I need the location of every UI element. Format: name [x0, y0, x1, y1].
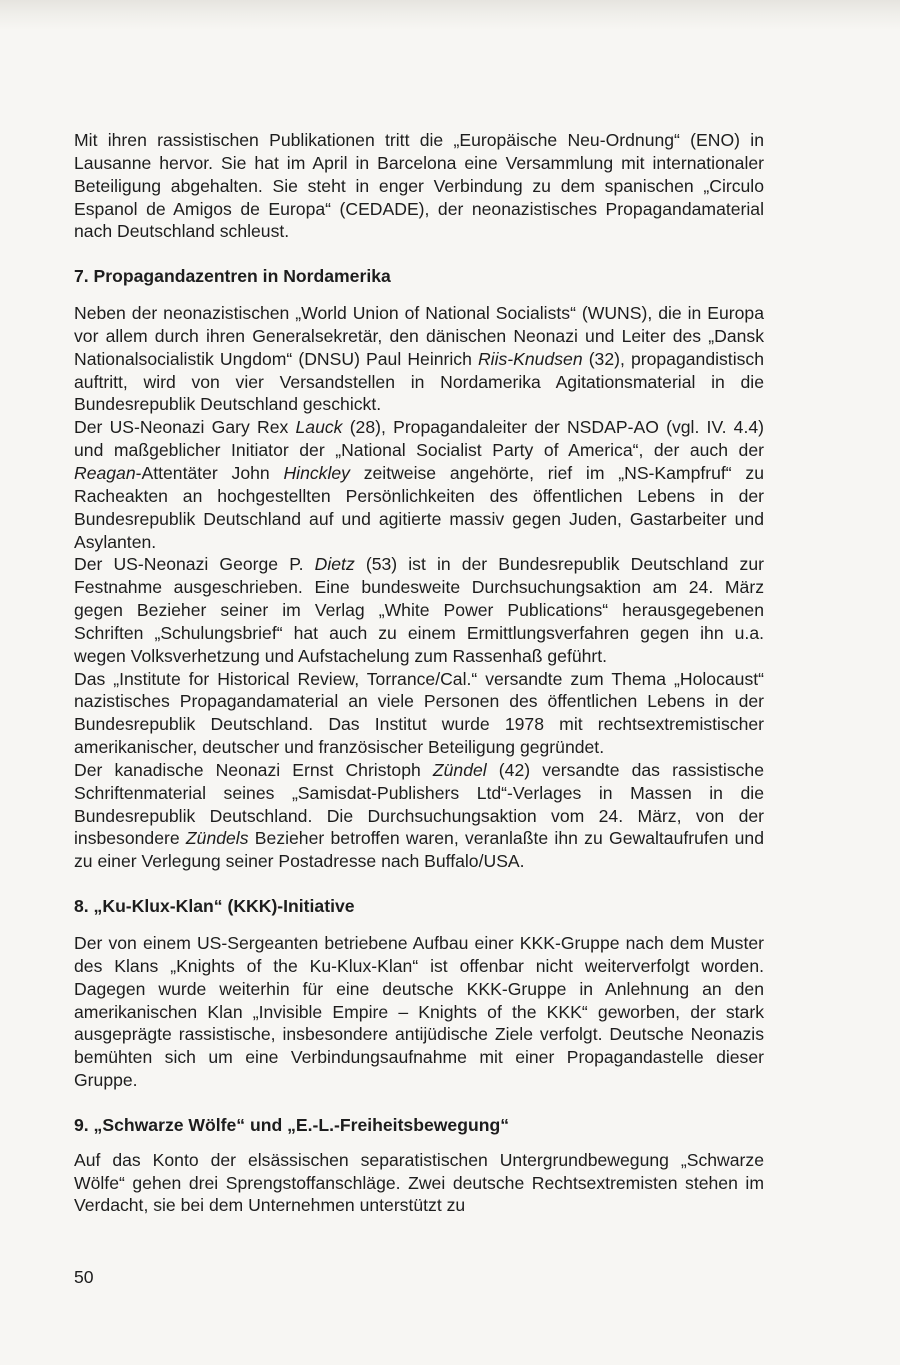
text-run: Der US-Neonazi George P. — [74, 554, 315, 575]
person-name: Zündel — [432, 759, 487, 780]
paragraph-kkk: Der von einem US-Sergeanten betriebene Aufbau einer KKK-Gruppe nach dem Muster des Klans „Knights of the Ku-Klux-Klan“ ist offenbar nicht weiterverfolgt worden. Dagegen wurde weiterhin für eine deutsche KKK-Gruppe in Anlehnung an den amerikanischen Klan „Invisible Empire – Knights of the KKK“ geworben, der stark ausgeprägte rassistische, insbesondere antijüdische Ziele verfolgt. Deutsche Neonazis bemühten sich um eine Verbindungsaufnahme mit einer Propagandastelle dieser Gruppe. — [74, 933, 764, 1091]
text-run: -Attentäter John — [135, 462, 284, 483]
paragraph-lauck — [74, 416, 764, 553]
text-run: Neben der neonazistischen „World Union of National Socialists“ (WUNS), die in Europa vor allem durch ihren Generalsekretär, den dänischen Neonazi und Leiter des „Dansk Nationalsocialistik Ungdom“ (DNSU) Paul Heinrich — [74, 303, 764, 369]
text-run: (53) ist in der Bundesrepublik Deutschland zur Festnahme ausgeschrieben. Eine bundesweite Durchsuchungsaktion am 24. März gegen Bezieher seiner im Verlag „White Power Publications“ herausgegebenen Schriften „Schulungsbrief“ hat auch zu einem Ermittlungsverfahren gegen ihn u.a. wegen Volksverhetzung und Aufstachelung zum Rassenhaß geführt. — [74, 554, 765, 666]
text-run: Der kanadische Neonazi Ernst Christoph — [74, 759, 433, 780]
intro-paragraph: Mit ihren rassistischen Publikationen tritt die „Europäische Neu-Ordnung“ (ENO) in Lausanne hervor. Sie hat im April in Barcelona eine Versammlung mit internationaler Beteiligung abgehalten. Sie steht in enger Verbindung zu dem spanischen „Circulo Espanol de Amigos de Europa“ (CEDADE), der neonazistisches Propagandamaterial nach Deutschland schleust. — [74, 130, 764, 242]
text-run: (42) versandte das rassistische Schriftenmaterial seines „Samisdat-Publishers Ltd“-Verlages in Massen in die Bundesrepublik Deutschland. Die Durchsuchungsaktion vom 24. März, von der insbesondere — [74, 759, 764, 849]
heading-section-7: 7. Propagandazentren in Nordamerika — [74, 266, 391, 287]
text-run: Bezieher betroffen waren, veranlaßte ihn zu Gewaltaufrufen und zu einer Verlegung seiner Postadresse nach Buffalo/USA. — [74, 828, 764, 872]
text-run: Der US-Neonazi Gary Rex — [74, 417, 296, 438]
document-page — [74, 129, 764, 1217]
page-number: 50 — [74, 1267, 94, 1287]
text-run: (32), propagandistisch auftritt, wird von vier Versandstellen in Nordamerika Agitationsmaterial in die Bundesrepublik Deutschland geschickt. — [74, 348, 764, 415]
person-name: Dietz — [314, 554, 355, 575]
paragraph-wuns — [74, 302, 764, 416]
person-name: Hinckley — [283, 462, 350, 483]
person-name: Riis-Knudsen — [477, 348, 583, 369]
person-name: Zündels — [185, 828, 249, 849]
paragraph-dietz — [74, 553, 764, 667]
person-name: Reagan — [74, 462, 136, 483]
paragraph-institute: Das „Institute for Historical Review, Torrance/Cal.“ versandte zum Thema „Holocaust“ nazistisches Propagandamaterial an viele Personen des öffentlichen Lebens in der Bundesrepublik Deutschland. Das Institut wurde 1978 mit rechtsextremistischer amerikanischer, deutscher und französischer Beteiligung gegründet. — [74, 668, 764, 758]
scan-edge-shadow — [0, 0, 900, 30]
paragraph-schwarze-woelfe: Auf das Konto der elsässischen separatistischen Untergrundbewegung „Schwarze Wölfe“ gehen drei Sprengstoffanschläge. Zwei deutsche Rechtsextremisten stehen im Verdacht, sie bei dem Unternehmen unterstützt zu — [74, 1149, 764, 1216]
text-run: (28), Propagandaleiter der NSDAP-AO (vgl. IV. 4.4) und maßgeblicher Initiator der „National Socialist Party of America“, der auch der — [74, 417, 764, 461]
paragraph-zuendel — [74, 759, 764, 873]
text-run: zeitweise angehörte, rief im „NS-Kampfruf“ zu Racheakten an hochgestellten Persönlichkeiten des öffentlichen Lebens in der Bundesrepublik Deutschland auf und agitierte massiv gegen Juden, Gastarbeiter und Asylanten. — [74, 462, 764, 552]
heading-section-9: 9. „Schwarze Wölfe“ und „E.-L.-Freiheitsbewegung“ — [74, 1114, 509, 1135]
heading-section-8: 8. „Ku-Klux-Klan“ (KKK)-Initiative — [74, 896, 355, 917]
person-name: Lauck — [295, 417, 343, 438]
